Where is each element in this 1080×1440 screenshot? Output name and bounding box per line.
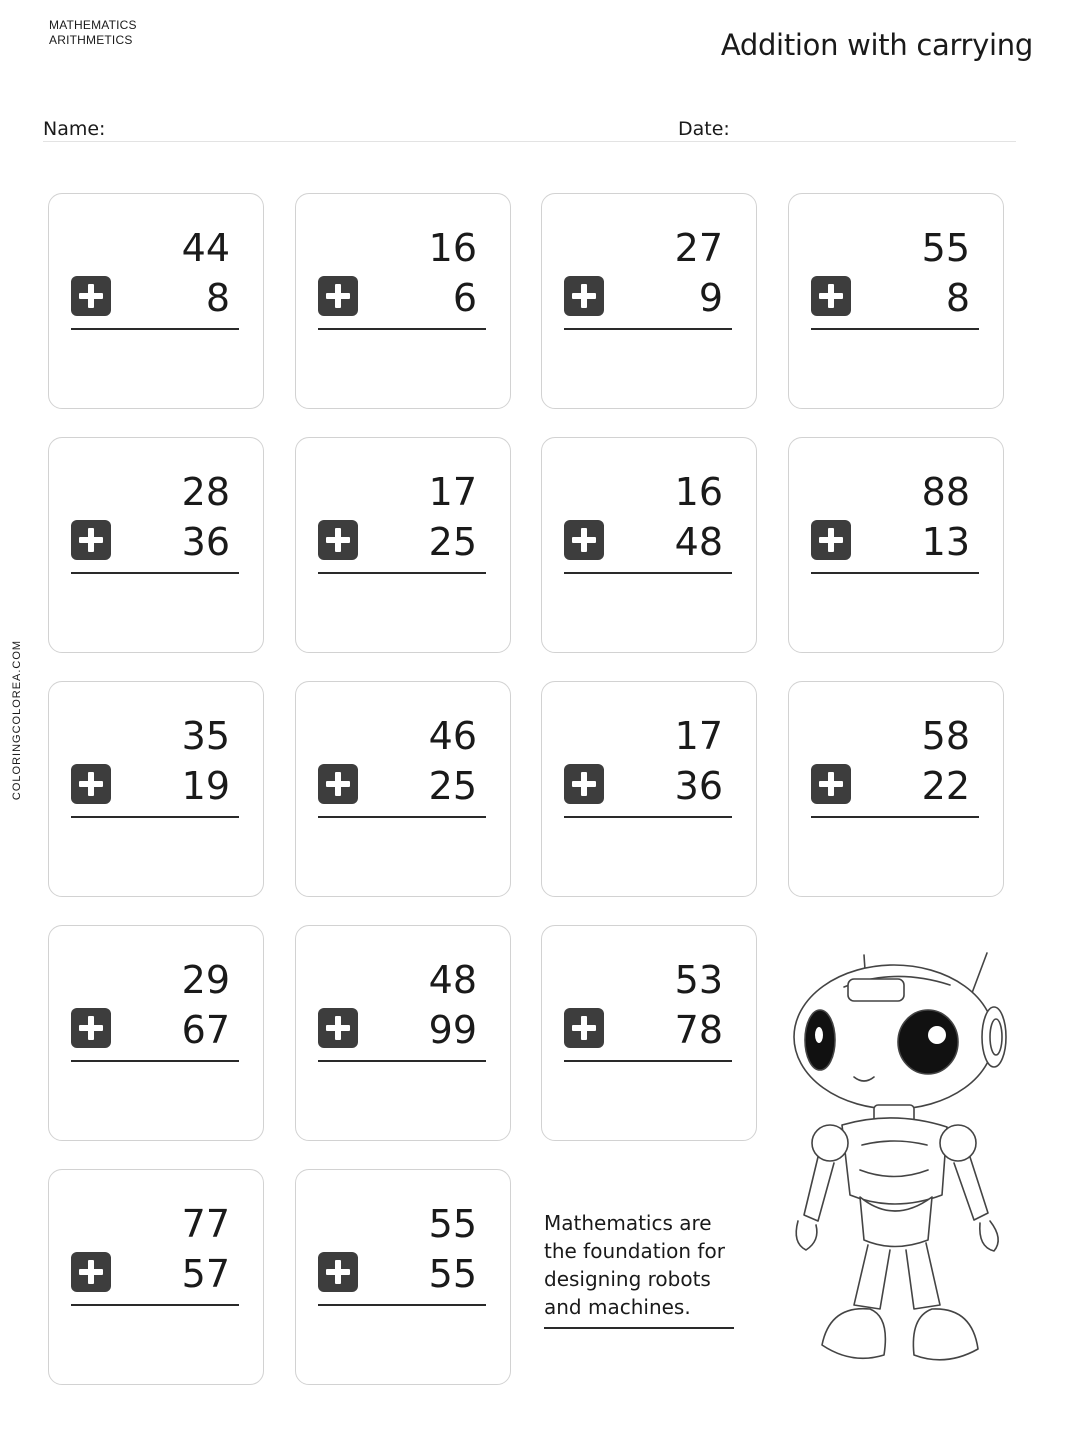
addend-top: 55 [428,1202,477,1246]
quote-text: Mathematics are the foundation for designing robots and machines. [544,1211,725,1319]
answer-line [71,816,239,818]
addend-bottom: 67 [181,1008,230,1052]
addend-bottom: 9 [698,276,723,320]
addend-top: 17 [428,470,477,514]
answer-line [318,328,486,330]
addend-bottom: 6 [452,276,477,320]
answer-line [71,1304,239,1306]
quote-underline [544,1327,734,1329]
answer-line [564,328,732,330]
addend-bottom: 36 [674,764,723,808]
robot-illustration [782,945,1032,1385]
addend-bottom: 13 [921,520,970,564]
addend-top: 58 [921,714,970,758]
addend-top: 44 [181,226,230,270]
addend-top: 48 [428,958,477,1002]
category-label [49,18,137,48]
category-line-2: ARITHMETICS [49,33,133,47]
answer-line [318,1304,486,1306]
date-label: Date: [678,118,730,140]
plus-icon [811,520,851,560]
problem-card [48,1169,264,1385]
addend-bottom: 55 [428,1252,477,1296]
plus-icon [318,764,358,804]
addend-top: 77 [181,1202,230,1246]
plus-icon [564,764,604,804]
addend-top: 35 [181,714,230,758]
problem-card [541,681,757,897]
plus-icon [71,1008,111,1048]
addend-top: 53 [674,958,723,1002]
answer-line [71,1060,239,1062]
plus-icon [318,1008,358,1048]
problem-card [788,437,1004,653]
answer-line [318,816,486,818]
name-date-underline [43,141,1016,142]
addend-top: 16 [428,226,477,270]
addend-top: 29 [181,958,230,1002]
problem-card [48,193,264,409]
plus-icon [811,276,851,316]
plus-icon [564,520,604,560]
addend-bottom: 8 [205,276,230,320]
addend-bottom: 25 [428,764,477,808]
addend-bottom: 57 [181,1252,230,1296]
answer-line [564,816,732,818]
addend-bottom: 19 [181,764,230,808]
problem-card [788,681,1004,897]
problem-card [541,437,757,653]
addend-bottom: 8 [945,276,970,320]
addend-top: 55 [921,226,970,270]
addend-bottom: 99 [428,1008,477,1052]
addend-bottom: 78 [674,1008,723,1052]
plus-icon [71,520,111,560]
problem-card [48,437,264,653]
category-line-1: MATHEMATICS [49,18,137,32]
answer-line [318,572,486,574]
site-credit: COLORINGCOLOREA.COM [11,639,23,801]
plus-icon [318,1252,358,1292]
plus-icon [318,276,358,316]
answer-line [564,572,732,574]
problem-card [295,437,511,653]
addend-top: 88 [921,470,970,514]
page-title: Addition with carrying [720,28,1033,62]
plus-icon [811,764,851,804]
plus-icon [564,1008,604,1048]
addend-bottom: 22 [921,764,970,808]
answer-line [71,328,239,330]
addend-top: 17 [674,714,723,758]
addend-top: 27 [674,226,723,270]
addend-bottom: 48 [674,520,723,564]
name-label: Name: [43,118,106,140]
addend-top: 28 [181,470,230,514]
problem-card [541,925,757,1141]
problem-card [295,681,511,897]
addend-bottom: 36 [181,520,230,564]
problem-card [295,925,511,1141]
problem-card [295,193,511,409]
plus-icon [318,520,358,560]
problem-card [48,925,264,1141]
answer-line [811,328,979,330]
answer-line [811,816,979,818]
problem-card [48,681,264,897]
addend-top: 16 [674,470,723,514]
addend-top: 46 [428,714,477,758]
plus-icon [564,276,604,316]
plus-icon [71,276,111,316]
problem-card [541,193,757,409]
answer-line [71,572,239,574]
answer-line [811,572,979,574]
addend-bottom: 25 [428,520,477,564]
answer-line [564,1060,732,1062]
plus-icon [71,1252,111,1292]
problem-card [788,193,1004,409]
plus-icon [71,764,111,804]
answer-line [318,1060,486,1062]
problem-card [295,1169,511,1385]
